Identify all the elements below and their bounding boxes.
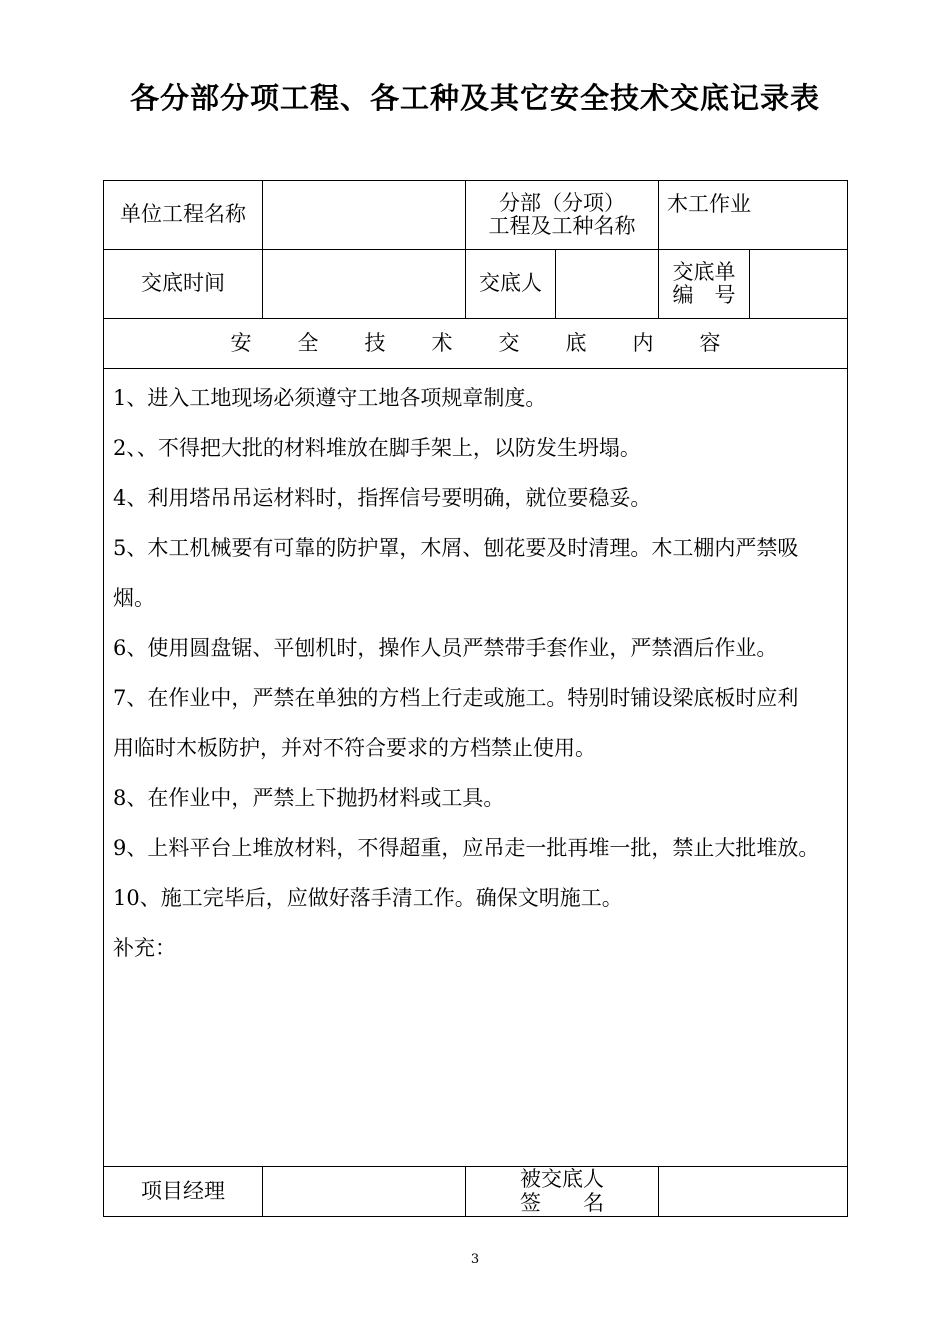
subdivision-label-line2: 工程及工种名称 xyxy=(488,214,636,238)
page-number: 3 xyxy=(470,1252,480,1267)
row-signatures xyxy=(104,1167,848,1217)
row-project-info xyxy=(104,181,848,250)
supplement-label: 补充： xyxy=(113,936,176,960)
content-line: 2、、不得把大批的材料堆放在脚手架上，以防发生坍塌。 xyxy=(113,436,641,460)
unit-project-field[interactable] xyxy=(263,181,466,250)
handover-person-field[interactable] xyxy=(556,250,659,319)
recipient-signature-field[interactable] xyxy=(659,1167,848,1217)
project-manager-field[interactable] xyxy=(263,1167,466,1217)
content-line: 10、施工完毕后，应做好落手清工作。确保文明施工。 xyxy=(113,886,623,910)
handover-person-label: 交底人 xyxy=(466,250,556,319)
row-section-heading xyxy=(104,319,848,369)
section-heading-char: 容 xyxy=(699,330,721,355)
content-line: 7、在作业中，严禁在单独的方档上行走或施工。特别时铺设梁底板时应利 xyxy=(113,686,799,710)
subdivision-field[interactable]: 木工作业 xyxy=(659,181,848,250)
section-heading-char: 内 xyxy=(632,330,654,355)
handover-time-field[interactable] xyxy=(263,250,466,319)
content-line: 8、在作业中，严禁上下抛扔材料或工具。 xyxy=(113,786,505,810)
content-line: 9、上料平台上堆放材料，不得超重，应吊走一批再堆一批，禁止大批堆放。 xyxy=(113,836,820,860)
subdivision-label xyxy=(466,181,659,250)
section-heading-char: 技 xyxy=(364,330,386,355)
content-line: 烟。 xyxy=(113,586,155,610)
content-line: 6、使用圆盘锯、平刨机时，操作人员严禁带手套作业，严禁酒后作业。 xyxy=(113,636,778,660)
handover-number-field[interactable] xyxy=(750,250,848,319)
section-heading-char: 术 xyxy=(431,330,453,355)
subdivision-label-line1: 分部（分项） xyxy=(499,190,625,215)
unit-project-label: 单位工程名称 xyxy=(104,181,263,250)
safety-briefing-form xyxy=(103,180,848,1217)
recipient-label-line2: 签 名 xyxy=(520,1190,604,1215)
project-manager-label: 项目经理 xyxy=(104,1167,263,1217)
recipient-signature-label xyxy=(466,1167,659,1217)
handover-number-label xyxy=(659,250,750,319)
row-content xyxy=(104,369,848,1167)
content-line: 1、进入工地现场必须遵守工地各项规章制度。 xyxy=(113,386,547,410)
recipient-label-line1: 被交底人 xyxy=(520,1167,604,1192)
row-handover-info xyxy=(104,250,848,319)
section-heading-char: 交 xyxy=(498,330,520,355)
content-line: 用临时木板防护，并对不符合要求的方档禁止使用。 xyxy=(113,736,596,760)
handover-number-label-line1: 交底单 xyxy=(672,259,736,284)
handover-time-label: 交底时间 xyxy=(104,250,263,319)
section-heading-char: 底 xyxy=(565,330,587,355)
content-area xyxy=(104,369,848,1167)
section-heading-char: 安 xyxy=(230,330,252,355)
content-line: 5、木工机械要有可靠的防护罩，木屑、刨花要及时清理。木工棚内严禁吸 xyxy=(113,536,799,560)
handover-number-label-line2: 编 号 xyxy=(672,283,736,307)
section-heading xyxy=(104,319,848,369)
page-title: 各分部分项工程、各工种及其它安全技术交底记录表 xyxy=(129,81,820,115)
content-line: 4、利用塔吊吊运材料时，指挥信号要明确，就位要稳妥。 xyxy=(113,486,652,510)
section-heading-char: 全 xyxy=(297,330,319,355)
